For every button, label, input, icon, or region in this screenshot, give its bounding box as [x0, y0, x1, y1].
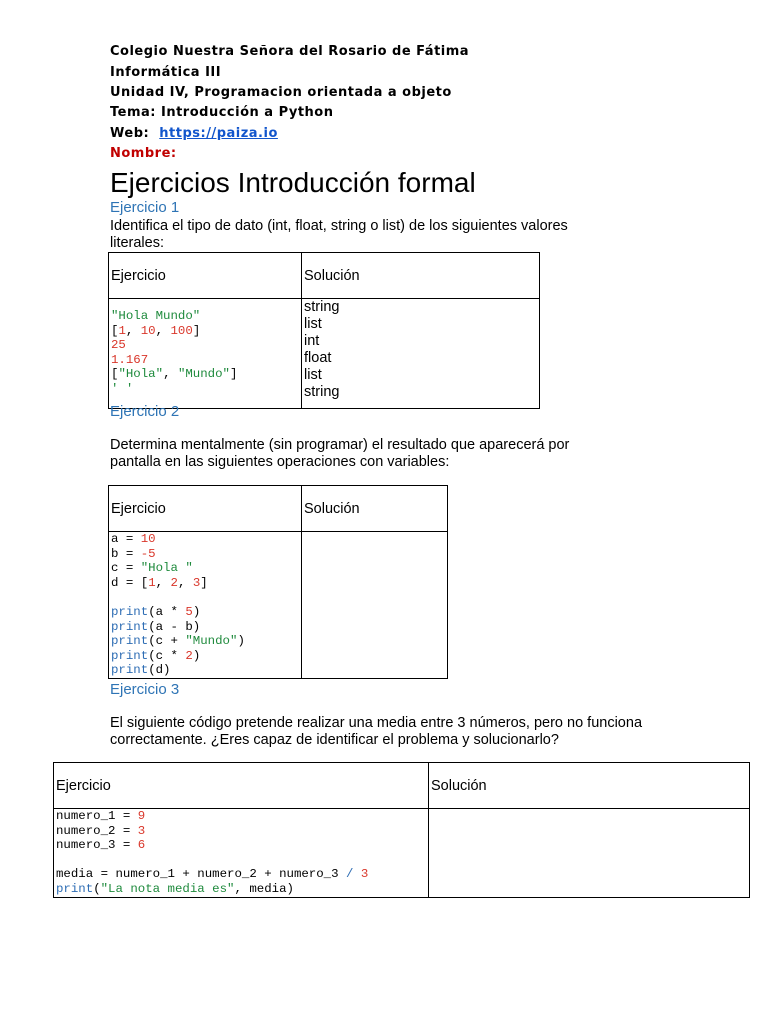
ex3-col-exercise: Ejercicio: [54, 763, 429, 809]
code-token: ]: [200, 575, 208, 590]
code-token: 3: [137, 823, 146, 838]
code-token: "Hola ": [140, 561, 193, 576]
code-token: (c +: [148, 634, 186, 649]
school-name: Colegio Nuestra Señora del Rosario de Fátima: [110, 44, 470, 59]
code-token: 9: [137, 809, 146, 823]
code-token: ' ': [111, 381, 134, 396]
code-token: ,: [177, 575, 193, 590]
code-token: 10: [140, 323, 156, 338]
unit-name: Unidad IV, Programacion orientada a objeto: [110, 85, 452, 100]
ex3-code-cell: [54, 809, 429, 898]
code-token: (a - b): [148, 619, 201, 634]
code-token: d = [: [111, 575, 149, 590]
ex3-heading: Ejercicio 3: [110, 681, 180, 698]
ex3-code: [56, 809, 426, 897]
code-token: "Hola Mundo": [111, 309, 201, 323]
code-token: "Mundo": [185, 634, 238, 649]
code-token: (: [93, 881, 101, 896]
code-token: print: [111, 604, 149, 619]
ex3-solution-cell: [429, 809, 750, 898]
ex2-table: [108, 485, 448, 679]
code-token: 10: [140, 532, 156, 546]
ex1-code: [111, 309, 299, 397]
code-token: "Hola": [118, 367, 164, 382]
solution-item: list: [304, 316, 322, 332]
code-token: (d): [148, 663, 171, 678]
code-token: [: [111, 323, 119, 338]
code-token: 3: [192, 575, 201, 590]
ex1-table: [108, 252, 540, 409]
ex2-description: Determina mentalmente (sin programar) el resultado que aparecerá por pantalla en las siguientes operaciones con variables:: [110, 437, 570, 470]
ex2-solution-cell: [302, 532, 448, 679]
code-token: "Mundo": [177, 367, 230, 382]
code-token: , media): [234, 881, 294, 896]
ex2-col-solution: Solución: [302, 486, 448, 532]
code-token: ]: [230, 367, 238, 382]
code-token: ,: [155, 575, 171, 590]
code-token: [353, 867, 360, 881]
code-token: 5: [185, 604, 193, 619]
solution-item: string: [304, 384, 340, 400]
code-token: -5: [140, 546, 156, 561]
code-token: b =: [111, 546, 141, 561]
web-label: Web:: [110, 126, 150, 141]
ex1-description: Identifica el tipo de dato (int, float, string o list) de los siguientes valores literales:: [110, 218, 568, 251]
code-token: 25: [111, 338, 126, 353]
ex3-col-solution: Solución: [429, 763, 750, 809]
code-token: print: [111, 648, 149, 663]
code-token: numero_1 =: [56, 809, 138, 823]
code-token: ,: [125, 323, 141, 338]
code-token: c =: [111, 561, 141, 576]
code-token: 100: [170, 323, 193, 338]
course-name: Informática III: [110, 65, 222, 80]
code-token: print: [111, 634, 149, 649]
code-token: /: [346, 867, 354, 882]
topic: Tema: Introducción a Python: [110, 105, 334, 120]
solution-item: float: [304, 350, 332, 366]
code-token: ): [192, 648, 201, 663]
code-token: numero_2 =: [56, 823, 138, 838]
web-link[interactable]: https://paiza.io: [159, 126, 278, 141]
code-token: print: [111, 619, 149, 634]
ex1-col-exercise: Ejercicio: [109, 253, 302, 299]
ex1-col-solution: Solución: [302, 253, 540, 299]
code-token: 6: [137, 838, 146, 853]
ex1-heading: Ejercicio 1: [110, 199, 180, 216]
code-token: 1: [148, 575, 156, 590]
code-token: ,: [163, 367, 178, 382]
code-token: 1: [118, 323, 126, 338]
code-token: print: [56, 881, 94, 896]
ex2-heading: Ejercicio 2: [110, 403, 180, 420]
code-token: numero_3 =: [56, 838, 138, 853]
ex2-col-exercise: Ejercicio: [109, 486, 302, 532]
ex1-solution-cell: [302, 299, 540, 409]
web-line: [110, 126, 278, 142]
ex1-code-cell: [109, 299, 302, 409]
code-token: 1.167: [111, 352, 149, 367]
ex2-code: [111, 532, 299, 678]
code-token: [: [111, 367, 119, 382]
solution-item: string: [304, 299, 340, 315]
code-token: 2: [185, 648, 193, 663]
code-token: ): [192, 604, 201, 619]
code-token: print: [111, 663, 149, 678]
code-token: media = numero_1 + numero_2 + numero_3: [56, 867, 346, 882]
ex2-code-cell: [109, 532, 302, 679]
code-token: (c *: [148, 648, 186, 663]
name-label: Nombre:: [110, 146, 177, 161]
code-token: ): [237, 634, 245, 649]
code-token: 3: [360, 867, 369, 882]
ex3-table: [53, 762, 750, 898]
solution-item: int: [304, 333, 320, 349]
code-token: (a *: [148, 604, 186, 619]
code-token: "La nota media es": [100, 881, 235, 896]
solution-item: list: [304, 367, 322, 383]
code-token: a =: [111, 532, 141, 546]
code-token: ]: [192, 323, 201, 338]
code-token: ,: [155, 323, 171, 338]
page-title: Ejercicios Introducción formal: [110, 167, 476, 198]
ex3-description: El siguiente código pretende realizar una media entre 3 números, pero no funciona correctamente. ¿Eres capaz de identificar el problema y solucionarlo?: [110, 715, 643, 748]
code-token: 2: [170, 575, 178, 590]
